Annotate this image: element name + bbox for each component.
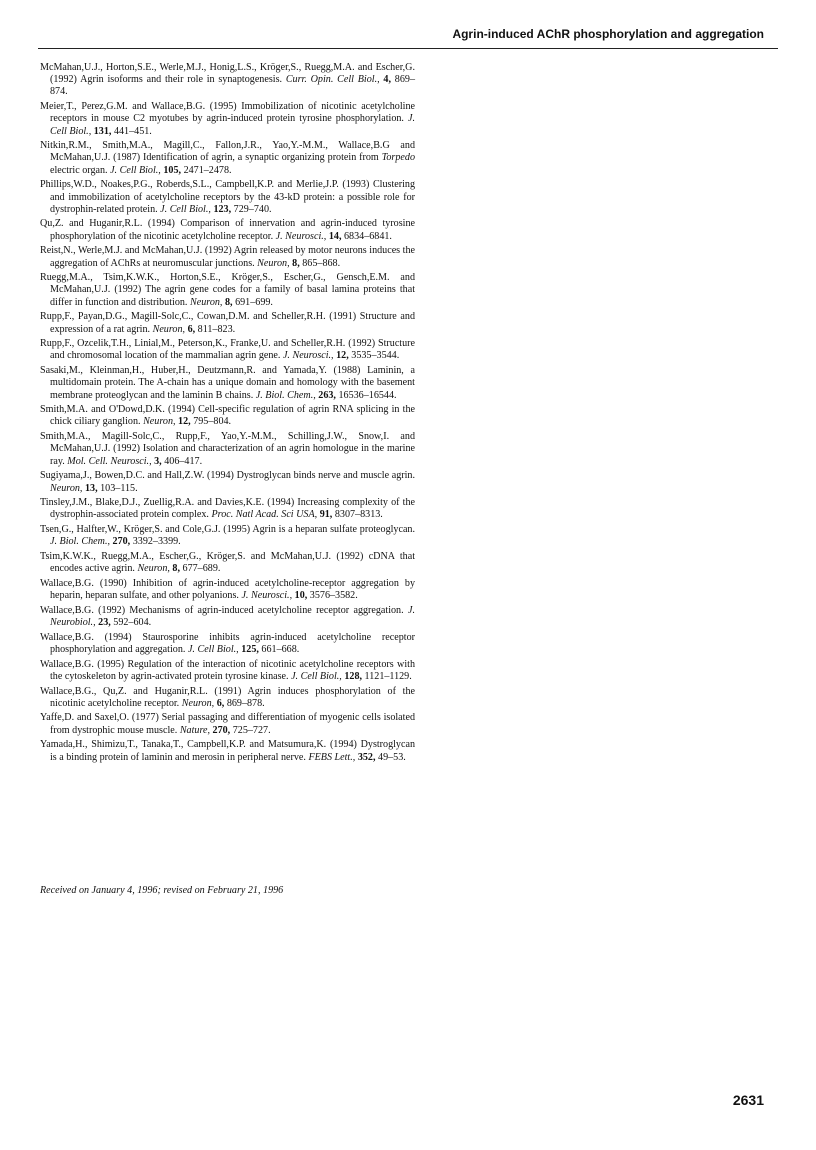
reference-volume: 128, bbox=[344, 670, 363, 682]
reference-volume: 12, bbox=[178, 416, 191, 428]
reference-journal: Neuron, bbox=[181, 697, 215, 709]
reference-volume: 125, bbox=[241, 643, 259, 655]
reference-pages: 691–699. bbox=[235, 296, 273, 308]
reference-pages: 869–874. bbox=[50, 74, 415, 98]
reference-pages: 3576–3582. bbox=[309, 590, 358, 602]
reference-entry bbox=[40, 338, 415, 362]
reference-text: Tsim,K.W.K., Ruegg,M.A., Escher,G., Kröger,S. and McMahan,U.J. (1992) cDNA that encodes active agrin. bbox=[40, 551, 415, 575]
reference-pages: 103–115. bbox=[100, 482, 138, 494]
reference-entry bbox=[40, 712, 415, 736]
reference-text: Wallace,B.G. (1994) Staurosporine inhibits agrin-induced acetylcholine receptor phosphorylation and aggregation. bbox=[40, 631, 415, 655]
reference-entry bbox=[40, 272, 415, 309]
reference-pages: 441–451. bbox=[113, 125, 152, 137]
received-dates: Received on January 4, 1996; revised on February 21, 1996 bbox=[40, 885, 284, 896]
reference-pages: 811–823. bbox=[197, 323, 236, 335]
reference-journal: Neuron, bbox=[257, 257, 290, 269]
reference-text: Smith,M.A. and O'Dowd,D.K. (1994) Cell-specific regulation of agrin RNA splicing in the chick ciliary ganglion. bbox=[40, 404, 415, 428]
reference-text: Rupp,F., Ozcelik,T.H., Linial,M., Peterson,K., Franke,U. and Scheller,R.H. (1992) Structure and chromosomal location of the mammalian agrin gene. bbox=[40, 338, 415, 362]
reference-entry bbox=[40, 686, 415, 710]
reference-journal: J. Cell Biol., bbox=[110, 164, 161, 176]
reference-pages: 869–878. bbox=[226, 697, 265, 709]
reference-volume: 10, bbox=[294, 590, 308, 602]
page-number: 2631 bbox=[732, 1092, 764, 1108]
reference-volume: 131, bbox=[93, 125, 112, 137]
reference-journal: J. Biol. Chem., bbox=[50, 536, 110, 548]
reference-volume: 6, bbox=[216, 697, 225, 709]
reference-text: Sasaki,M., Kleinman,H., Huber,H., Deutzmann,R. and Yamada,Y. (1988) Laminin, a multidomain protein. The A-chain has a unique domain and homology with the basement membrane proteoglycan and the laminin B chains. bbox=[40, 365, 415, 401]
reference-text: McMahan,U.J., Horton,S.E., Werle,M.J., Honig,L.S., Kröger,S., Ruegg,M.A. and Escher,G. (1992) Agrin isoforms and their role in synaptogenesis. bbox=[40, 62, 415, 86]
reference-text: Smith,M.A., Magill-Solc,C., Rupp,F., Yao,Y.-M.M., Schilling,J.W., Snow,I. and McMahan,U.J. (1992) Isolation and characterization of an agrin homologue in the marine ray. bbox=[40, 431, 415, 467]
reference-volume: 14, bbox=[328, 230, 342, 242]
reference-volume: 23, bbox=[98, 617, 111, 629]
reference-text: Wallace,B.G. (1995) Regulation of the interaction of nicotinic acetylcholine receptors with the cytoskeleton by agrin-activated protein tyrosine kinase. bbox=[40, 658, 415, 682]
reference-text: electric organ. bbox=[50, 164, 108, 176]
reference-pages: 6834–6841. bbox=[344, 230, 392, 242]
reference-pages: 3392–3399. bbox=[132, 536, 181, 548]
reference-text: Ruegg,M.A., Tsim,K.W.K., Horton,S.E., Kröger,S., Escher,G., Gensch,E.M. and McMahan,U.J. (1992) The agrin gene codes for a family of basal lamina proteins that differ in function and distribution. bbox=[40, 272, 415, 308]
reference-entry bbox=[40, 470, 415, 494]
reference-journal: J. Neurosci., bbox=[241, 590, 293, 602]
reference-volume: 6, bbox=[187, 323, 196, 335]
reference-journal: Neuron, bbox=[143, 416, 176, 428]
reference-entry bbox=[40, 218, 415, 242]
reference-pages: 795–804. bbox=[193, 416, 232, 428]
reference-entry bbox=[40, 101, 415, 138]
reference-pages: 16536–16544. bbox=[338, 389, 397, 401]
reference-entry bbox=[40, 245, 415, 269]
reference-volume: 123, bbox=[213, 203, 232, 215]
reference-pages: 865–868. bbox=[302, 257, 341, 269]
reference-entry bbox=[40, 140, 415, 177]
reference-journal: Neuron, bbox=[137, 563, 170, 575]
reference-entry bbox=[40, 365, 415, 402]
reference-journal: J. Cell Biol., bbox=[50, 113, 415, 137]
reference-journal: J. Cell Biol., bbox=[291, 670, 342, 682]
reference-journal: Curr. Opin. Cell Biol., bbox=[285, 74, 380, 86]
reference-entry bbox=[40, 179, 415, 216]
reference-volume: 4, bbox=[383, 74, 391, 86]
reference-text: Yaffe,D. and Saxel,O. (1977) Serial passaging and differentiation of myogenic cells isolated from dystrophic mouse muscle. bbox=[40, 712, 415, 736]
reference-entry bbox=[40, 659, 415, 683]
reference-volume: 91, bbox=[319, 509, 333, 521]
reference-volume: 8, bbox=[172, 563, 180, 575]
reference-pages: 2471–2478. bbox=[183, 164, 232, 176]
reference-journal: Nature, bbox=[179, 724, 210, 736]
reference-pages: 677–689. bbox=[182, 563, 221, 575]
reference-journal: Neuron, bbox=[152, 323, 186, 335]
reference-volume: 270, bbox=[112, 536, 131, 548]
reference-text: Wallace,B.G. (1990) Inhibition of agrin-induced acetylcholine-receptor aggregation by heparin, heparan sulfate, and other polyanions. bbox=[40, 577, 415, 602]
reference-text: Qu,Z. and Huganir,R.L. (1994) Comparison of innervation and agrin-induced tyrosine phosphorylation of the nicotinic acetylcholine receptor. bbox=[40, 218, 415, 242]
reference-text: Wallace,B.G., Qu,Z. and Huganir,R.L. (1991) Agrin induces phosphorylation of the nicotinic acetylcholine receptor. bbox=[40, 685, 415, 709]
reference-pages: 3535–3544. bbox=[351, 350, 400, 362]
reference-text: Meier,T., Perez,G.M. and Wallace,B.G. (1995) Immobilization of nicotinic acetylcholine receptors in mouse C2 myotubes by agrin-induced protein tyrosine phosphorylation. bbox=[40, 101, 415, 125]
reference-entry bbox=[40, 578, 415, 602]
reference-text: Wallace,B.G. (1992) Mechanisms of agrin-induced acetylcholine receptor aggregation. bbox=[40, 604, 404, 616]
reference-text: Rupp,F., Payan,D.G., Magill-Solc,C., Cowan,D.M. and Scheller,R.H. (1991) Structure and expression of a rat agrin. bbox=[40, 311, 415, 335]
reference-volume: 8, bbox=[224, 296, 233, 308]
header-rule bbox=[38, 48, 778, 49]
reference-pages: 8307–8313. bbox=[334, 509, 383, 521]
reference-text: Yamada,H., Shimizu,T., Tanaka,T., Campbell,K.P. and Matsumura,K. (1994) Dystroglycan is a binding protein of laminin and merosin in peripheral nerve. bbox=[40, 739, 415, 763]
reference-journal: Proc. Natl Acad. Sci USA, bbox=[211, 509, 318, 521]
reference-pages: 725–727. bbox=[232, 724, 271, 736]
reference-pages: 661–668. bbox=[261, 643, 300, 655]
reference-volume: 13, bbox=[84, 482, 98, 494]
reference-entry bbox=[40, 62, 415, 99]
reference-volume: 12, bbox=[336, 350, 349, 362]
reference-journal: J. Neurobiol., bbox=[50, 604, 415, 629]
reference-text: Sugiyama,J., Bowen,D.C. and Hall,Z.W. (1994) Dystroglycan binds nerve and muscle agrin. bbox=[40, 470, 415, 482]
reference-journal: J. Cell Biol., bbox=[187, 643, 239, 655]
reference-pages: 729–740. bbox=[233, 203, 272, 215]
reference-text: Nitkin,R.M., Smith,M.A., Magill,C., Fallon,J.R., Yao,Y.-M.M., Wallace,B.G and McMahan,U.J. (1987) Identification of agrin, a synaptic organizing protein from bbox=[40, 140, 415, 164]
reference-journal: Mol. Cell. Neurosci., bbox=[67, 455, 152, 467]
reference-entry bbox=[40, 632, 415, 656]
reference-journal: J. Neurosci., bbox=[282, 350, 334, 362]
reference-journal: Neuron, bbox=[190, 296, 223, 308]
reference-text: Tinsley,J.M., Blake,D.J., Zuellig,R.A. and Davies,K.E. (1994) Increasing complexity of the dystrophin-associated protein complex. bbox=[40, 497, 415, 521]
reference-journal: J. Biol. Chem., bbox=[255, 389, 316, 401]
reference-entry bbox=[40, 605, 415, 629]
reference-volume: 8, bbox=[292, 257, 300, 269]
reference-journal: J. Cell Biol., bbox=[160, 203, 211, 215]
reference-volume: 352, bbox=[357, 751, 376, 763]
running-head: Agrin-induced AChR phosphorylation and aggregation bbox=[452, 27, 764, 41]
reference-entry bbox=[40, 524, 415, 548]
reference-entry bbox=[40, 551, 415, 575]
reference-volume: 3, bbox=[154, 455, 162, 467]
reference-pages: 1121–1129. bbox=[364, 670, 412, 682]
reference-entry bbox=[40, 311, 415, 335]
reference-pages: 592–604. bbox=[113, 617, 152, 629]
reference-text: Phillips,W.D., Noakes,P.G., Roberds,S.L., Campbell,K.P. and Merlie,J.P. (1993) Clustering and immobilization of acetylcholine receptors by the 43-kD protein: a possible role for dystrophin-related protein. bbox=[40, 179, 415, 215]
reference-volume: 105, bbox=[163, 164, 182, 176]
reference-volume: 263, bbox=[318, 389, 336, 401]
reference-journal: Neuron, bbox=[50, 482, 83, 494]
reference-entry bbox=[40, 497, 415, 521]
reference-pages: 49–53. bbox=[378, 751, 406, 763]
reference-journal: J. Neurosci., bbox=[275, 230, 327, 242]
reference-entry bbox=[40, 739, 415, 763]
reference-journal: FEBS Lett., bbox=[308, 751, 356, 763]
reference-entry bbox=[40, 431, 415, 468]
reference-list bbox=[40, 62, 415, 766]
reference-entry bbox=[40, 404, 415, 428]
reference-pages: 406–417. bbox=[164, 455, 203, 467]
reference-italic-term: Torpedo bbox=[381, 152, 415, 164]
reference-text: Reist,N., Werle,M.J. and McMahan,U.J. (1992) Agrin released by motor neurons induces the aggregation of AChRs at neuromuscular junctions. bbox=[40, 245, 415, 269]
reference-text: Tsen,G., Halfter,W., Kröger,S. and Cole,G.J. (1995) Agrin is a heparan sulfate proteoglycan. bbox=[40, 524, 415, 536]
reference-volume: 270, bbox=[212, 724, 231, 736]
